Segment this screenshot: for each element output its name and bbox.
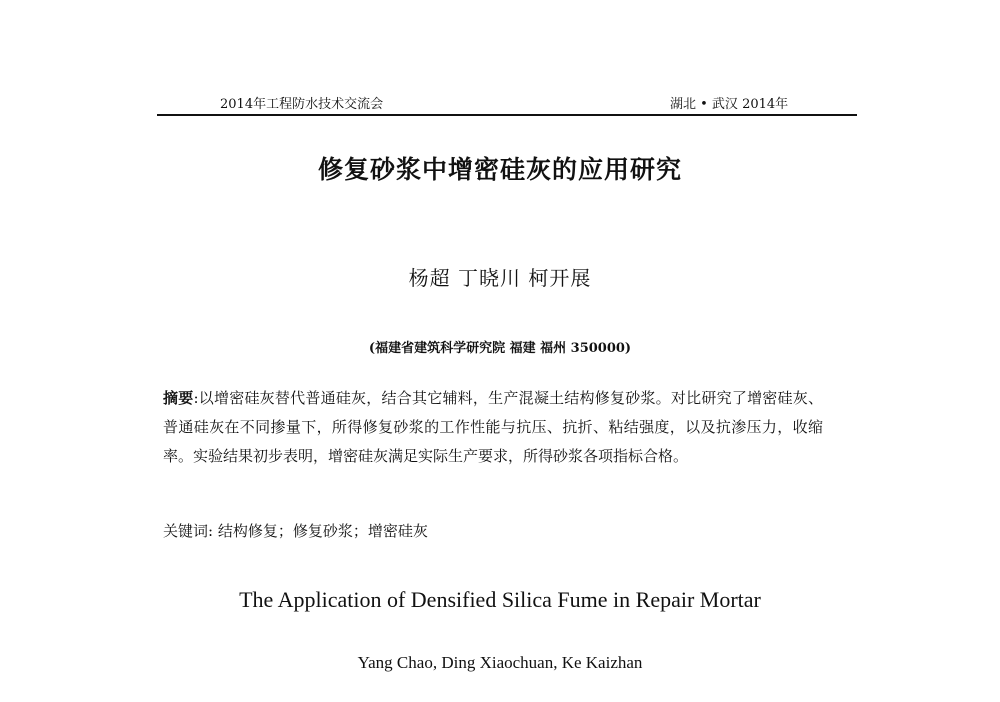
abstract-label: 摘要 — [163, 389, 194, 407]
header-divider — [157, 114, 857, 116]
author-list: 杨超 丁晓川 柯开展 — [408, 266, 592, 290]
paper-title: 修复砂浆中增密硅灰的应用研究 — [317, 155, 682, 184]
running-header-location-year: 湖北 • 武汉 2014年 — [670, 97, 789, 112]
english-authors: Yang Chao, Ding Xiaochuan, Ke Kaizhan — [357, 653, 643, 672]
affiliation: (福建省建筑科学研究院 福建 福州 350000) — [368, 341, 632, 356]
abstract — [163, 384, 823, 471]
english-title: The Application of Densified Silica Fume in Repair Mortar — [239, 587, 761, 612]
abstract-text: :以增密硅灰替代普通硅灰，结合其它辅料，生产混凝土结构修复砂浆。对比研究了增密硅灰、普通硅灰在不同掺量下，所得修复砂浆的工作性能与抗压、抗折、粘结强度，以及抗渗压力，收缩率。实验结果初步表明，增密硅灰满足实际生产要求，所得砂浆各项指标合格。 — [163, 389, 823, 465]
running-header-conference: 2014年工程防水技术交流会 — [220, 97, 384, 112]
keywords: 关键词: 结构修复；修复砂浆；增密硅灰 — [163, 522, 428, 540]
